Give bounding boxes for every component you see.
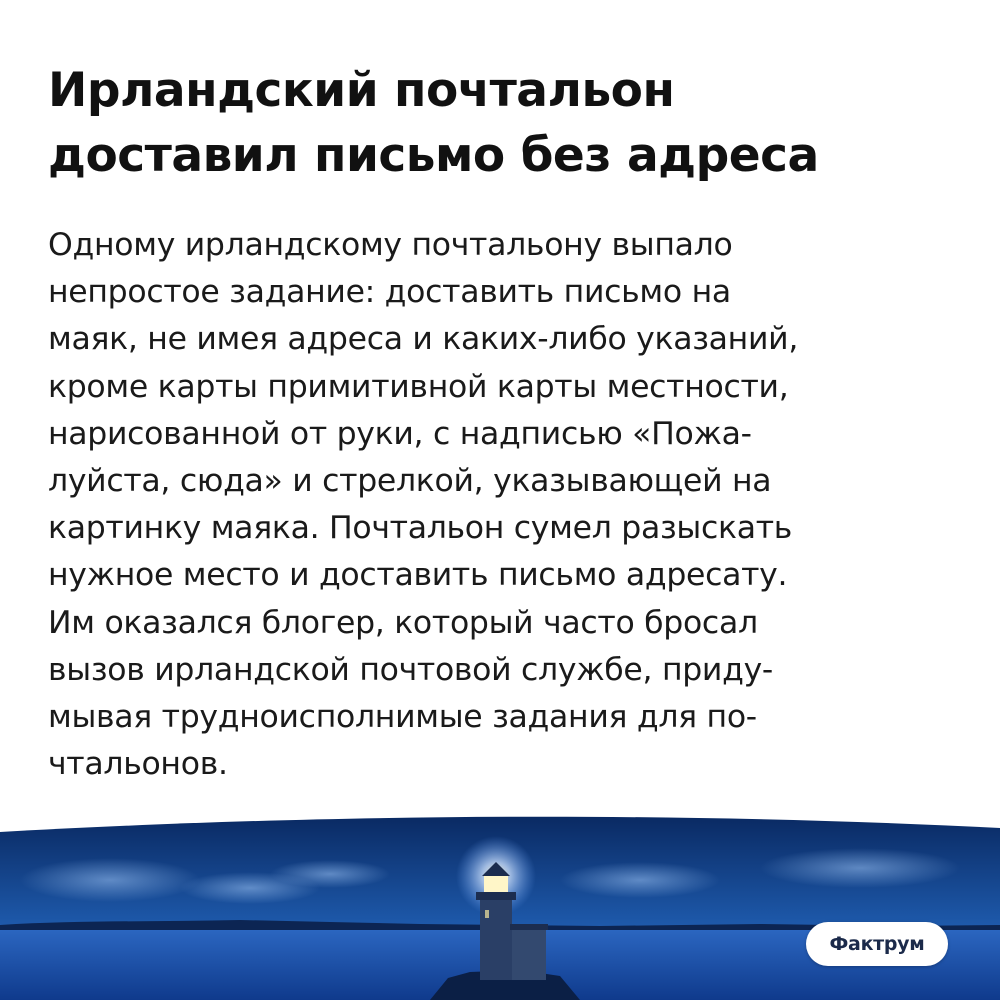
article-title xyxy=(48,58,968,188)
body-line: нарисованной от руки, с надписью «Пожа- xyxy=(48,415,752,452)
body-line: маяк, не имея адреса и каких-либо указаний, xyxy=(48,321,799,358)
cloud xyxy=(20,858,200,902)
article-body xyxy=(48,222,968,788)
body-line: кроме карты примитивной карты местности, xyxy=(48,368,789,405)
body-line: нужное место и доставить письмо адресату. xyxy=(48,557,788,594)
body-line: луйста, сюда» и стрелкой, указывающей на xyxy=(48,463,772,500)
body-line: картинку маяка. Почтальон сумел разыскать xyxy=(48,510,793,547)
cloud xyxy=(560,862,720,898)
body-line: мывая трудноисполнимые задания для по- xyxy=(48,699,757,736)
cloud xyxy=(270,860,390,888)
body-line: Им оказался блогер, который часто бросал xyxy=(48,604,758,641)
brand-badge[interactable] xyxy=(806,922,948,966)
body-line: непростое задание: доставить письмо на xyxy=(48,274,731,311)
title-line: доставил письмо без адреса xyxy=(48,128,819,183)
body-line: чтальонов. xyxy=(48,746,228,783)
lighthouse-scene xyxy=(0,810,1000,1000)
brand-label: Фактрум xyxy=(829,933,925,955)
title-line: Ирландский почтальон xyxy=(48,63,675,118)
body-line: Одному ирландскому почтальону выпало xyxy=(48,227,733,263)
cloud xyxy=(760,848,960,888)
body-line: вызов ирландской почтовой службе, приду- xyxy=(48,651,773,688)
